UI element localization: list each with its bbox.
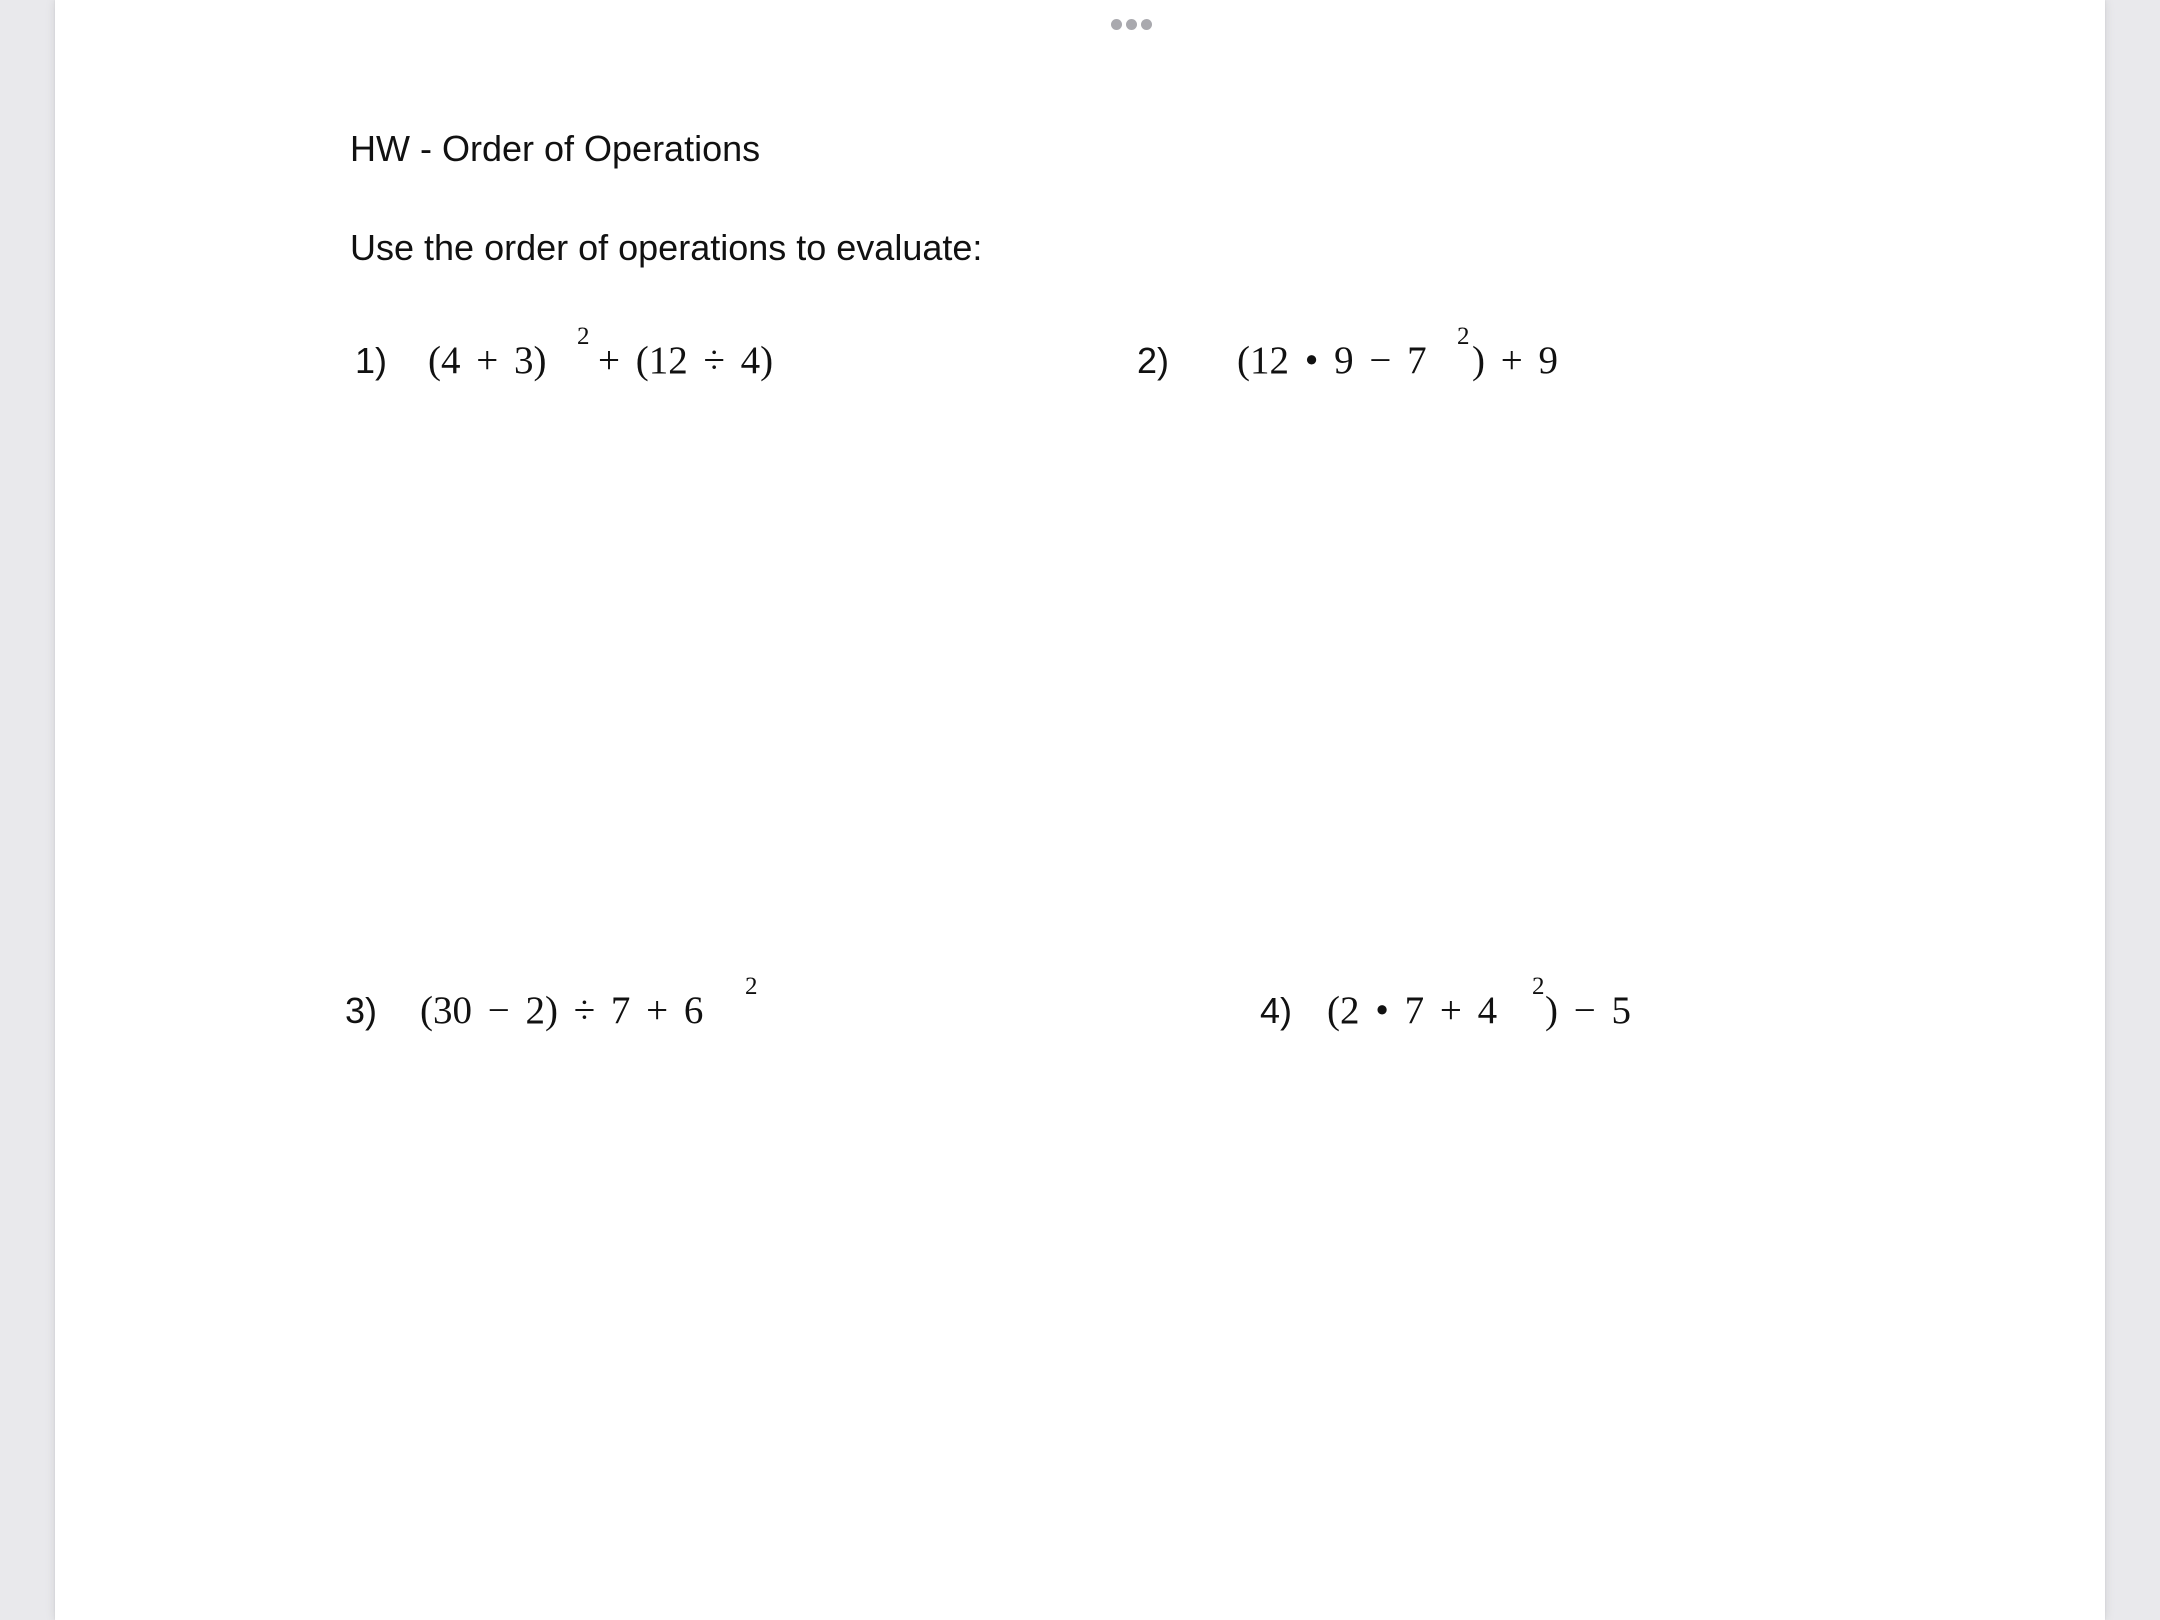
- problem-exponent: 2: [1532, 973, 1545, 1000]
- problem-expression-part-b: ) − 5: [1545, 989, 1631, 1032]
- problem-exponent: 2: [1457, 323, 1470, 350]
- handle-dot: [1111, 19, 1122, 30]
- handle-dot: [1126, 19, 1137, 30]
- problem-exponent: 2: [577, 323, 590, 350]
- problem-expression-part-a: (4 + 3): [428, 339, 547, 382]
- handle-dot: [1141, 19, 1152, 30]
- problem-number: 4): [1260, 990, 1293, 1031]
- instructions-text: Use the order of operations to evaluate:: [350, 227, 983, 268]
- problem-expression-part-a: (12 • 9 − 7: [1237, 339, 1427, 382]
- more-horizontal-icon[interactable]: [1111, 19, 1152, 30]
- problem-number: 1): [355, 340, 388, 381]
- problem-expression-part-b: ) + 9: [1472, 339, 1558, 382]
- problem-expression-part-a: (2 • 7 + 4: [1327, 989, 1498, 1032]
- document-page: [55, 0, 2105, 1620]
- problem-number: 3): [345, 990, 378, 1031]
- problem-number: 2): [1137, 340, 1170, 381]
- problem-exponent: 2: [745, 973, 758, 1000]
- problem-expression-part-b: + (12 ÷ 4): [598, 339, 774, 382]
- problem-expression-part-a: (30 − 2) ÷ 7 + 6: [420, 989, 704, 1032]
- document-title: HW - Order of Operations: [350, 128, 761, 169]
